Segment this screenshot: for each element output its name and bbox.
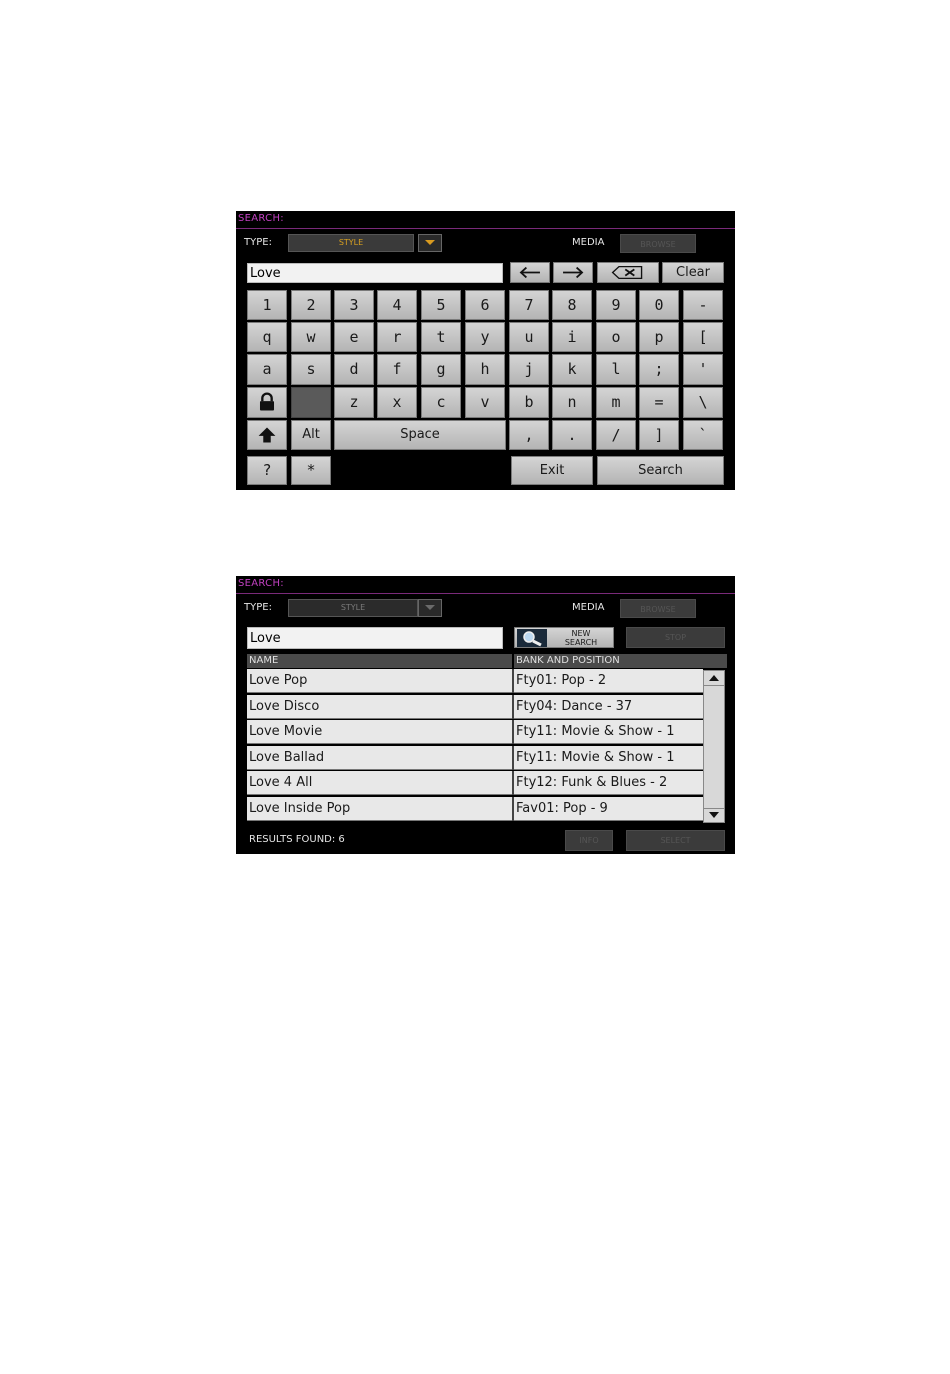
name-cell: Love Movie (249, 724, 323, 739)
key-0-9[interactable]: 0 (639, 290, 679, 320)
key-0-10[interactable]: - (683, 290, 723, 320)
chevron-down-icon (425, 240, 435, 245)
name-cell: Love Ballad (249, 749, 325, 765)
name-cell: Love Inside Pop (249, 800, 351, 816)
search-button[interactable]: Search (597, 456, 724, 485)
header-divider (236, 593, 735, 594)
key-0-8[interactable]: 9 (596, 290, 636, 320)
key-2-5[interactable]: h (465, 354, 505, 385)
key-0-1[interactable]: 2 (291, 290, 331, 320)
position-cell: Fav01: Pop - 9 (516, 800, 608, 816)
position-cell: Fty04: Dance - 37 (516, 698, 633, 714)
shift-key[interactable] (247, 420, 287, 450)
results-found-status: RESULTS FOUND: 6 (249, 834, 345, 845)
asterisk-key[interactable]: * (291, 456, 331, 485)
key-2-2[interactable]: d (334, 354, 374, 385)
key-1-4[interactable]: t (421, 322, 461, 352)
key-2-8[interactable]: l (596, 354, 636, 385)
key-1-3[interactable]: r (377, 322, 417, 352)
type-dropdown-button[interactable] (418, 599, 442, 617)
type-label: TYPE: (244, 602, 272, 613)
table-row[interactable] (247, 746, 703, 770)
browse-button[interactable]: BROWSE (620, 599, 696, 618)
name-cell: Love Pop (249, 673, 308, 688)
blank-key[interactable] (291, 387, 331, 418)
table-row[interactable] (247, 669, 703, 693)
alt-key[interactable]: Alt (291, 420, 331, 450)
column-header-position[interactable]: BANK AND POSITION (514, 654, 727, 668)
cursor-left-button[interactable] (510, 262, 550, 283)
key-0-3[interactable]: 4 (377, 290, 417, 320)
key-0-7[interactable]: 8 (552, 290, 592, 320)
scroll-down-icon[interactable] (708, 810, 720, 820)
lock-icon (248, 388, 286, 417)
media-label: MEDIA (572, 237, 605, 248)
key-1-10[interactable]: [ (683, 322, 723, 352)
clear-button[interactable]: Clear (662, 262, 724, 283)
position-cell: Fty11: Movie & Show - 1 (516, 749, 675, 765)
key-3-10[interactable]: \ (683, 387, 723, 418)
shift-arrow-icon (248, 421, 286, 449)
period-key[interactable]: . (552, 420, 592, 450)
key-1-1[interactable]: w (291, 322, 331, 352)
scrollbar-track[interactable] (704, 685, 724, 809)
chevron-down-icon (425, 605, 435, 610)
media-label: MEDIA (572, 602, 605, 613)
key-2-6[interactable]: j (509, 354, 549, 385)
key-2-7[interactable]: k (552, 354, 592, 385)
key-0-0[interactable]: 1 (247, 290, 287, 320)
key-1-5[interactable]: y (465, 322, 505, 352)
table-row[interactable] (247, 771, 703, 795)
search-input[interactable]: Love (247, 263, 503, 283)
search-header: SEARCH: (238, 578, 284, 589)
key-1-7[interactable]: i (552, 322, 592, 352)
table-row[interactable] (247, 695, 703, 719)
new-search-label-1: NEW (571, 629, 591, 638)
left-arrow-icon (511, 263, 549, 282)
key-2-0[interactable]: a (247, 354, 287, 385)
bracket-key[interactable]: ] (639, 420, 679, 450)
key-3-2[interactable]: z (334, 387, 374, 418)
key-2-3[interactable]: f (377, 354, 417, 385)
key-3-3[interactable]: x (377, 387, 417, 418)
type-dropdown-button[interactable] (418, 234, 442, 252)
key-0-5[interactable]: 6 (465, 290, 505, 320)
position-cell: Fty01: Pop - 2 (516, 673, 607, 688)
key-3-6[interactable]: b (509, 387, 549, 418)
question-mark-key[interactable]: ? (247, 456, 287, 485)
key-1-0[interactable]: q (247, 322, 287, 352)
name-cell: Love Disco (249, 698, 320, 714)
search-input[interactable]: Love (247, 627, 503, 649)
scroll-up-icon[interactable] (708, 673, 720, 683)
stop-button[interactable]: STOP (626, 627, 725, 648)
name-cell: Love 4 All (249, 775, 313, 790)
key-2-10[interactable]: ' (683, 354, 723, 385)
position-cell: Fty11: Movie & Show - 1 (516, 724, 675, 739)
key-0-6[interactable]: 7 (509, 290, 549, 320)
type-selector[interactable]: STYLE (288, 234, 414, 252)
table-row[interactable] (247, 720, 703, 744)
caps-lock-key[interactable] (247, 387, 287, 418)
type-label: TYPE: (244, 237, 272, 248)
results-scrollbar[interactable] (703, 670, 725, 823)
key-3-8[interactable]: m (596, 387, 636, 418)
position-cell: Fty12: Funk & Blues - 2 (516, 775, 668, 790)
key-0-4[interactable]: 5 (421, 290, 461, 320)
exit-button[interactable]: Exit (511, 456, 593, 485)
key-1-8[interactable]: o (596, 322, 636, 352)
magnifier-icon (517, 629, 547, 647)
key-1-6[interactable]: u (509, 322, 549, 352)
search-header: SEARCH: (238, 213, 284, 224)
search-results-screen (236, 576, 735, 854)
backspace-icon (598, 263, 658, 282)
key-2-4[interactable]: g (421, 354, 461, 385)
header-divider (236, 228, 735, 229)
space-key[interactable]: Space (334, 420, 506, 450)
cursor-right-button[interactable] (553, 262, 593, 283)
search-keyboard-screen (236, 211, 735, 490)
key-2-1[interactable]: s (291, 354, 331, 385)
key-1-9[interactable]: p (639, 322, 679, 352)
key-3-7[interactable]: n (552, 387, 592, 418)
key-2-9[interactable]: ; (639, 354, 679, 385)
browse-button[interactable]: BROWSE (620, 234, 696, 253)
column-header-name[interactable]: NAME (247, 654, 512, 668)
backspace-button[interactable] (597, 262, 659, 283)
info-button[interactable]: INFO (565, 830, 613, 851)
key-3-9[interactable]: = (639, 387, 679, 418)
comma-key[interactable]: , (509, 420, 549, 450)
table-row[interactable] (247, 797, 703, 821)
key-1-2[interactable]: e (334, 322, 374, 352)
key-0-2[interactable]: 3 (334, 290, 374, 320)
new-search-label-2: SEARCH (564, 638, 598, 647)
key-3-5[interactable]: v (465, 387, 505, 418)
right-arrow-icon (554, 263, 592, 282)
select-button[interactable]: SELECT (626, 830, 725, 851)
new-search-button[interactable] (514, 627, 614, 648)
key-3-4[interactable]: c (421, 387, 461, 418)
slash-key[interactable]: / (596, 420, 636, 450)
backtick-key[interactable]: ` (683, 420, 723, 450)
type-selector[interactable]: STYLE (288, 599, 418, 617)
results-list (247, 669, 703, 823)
